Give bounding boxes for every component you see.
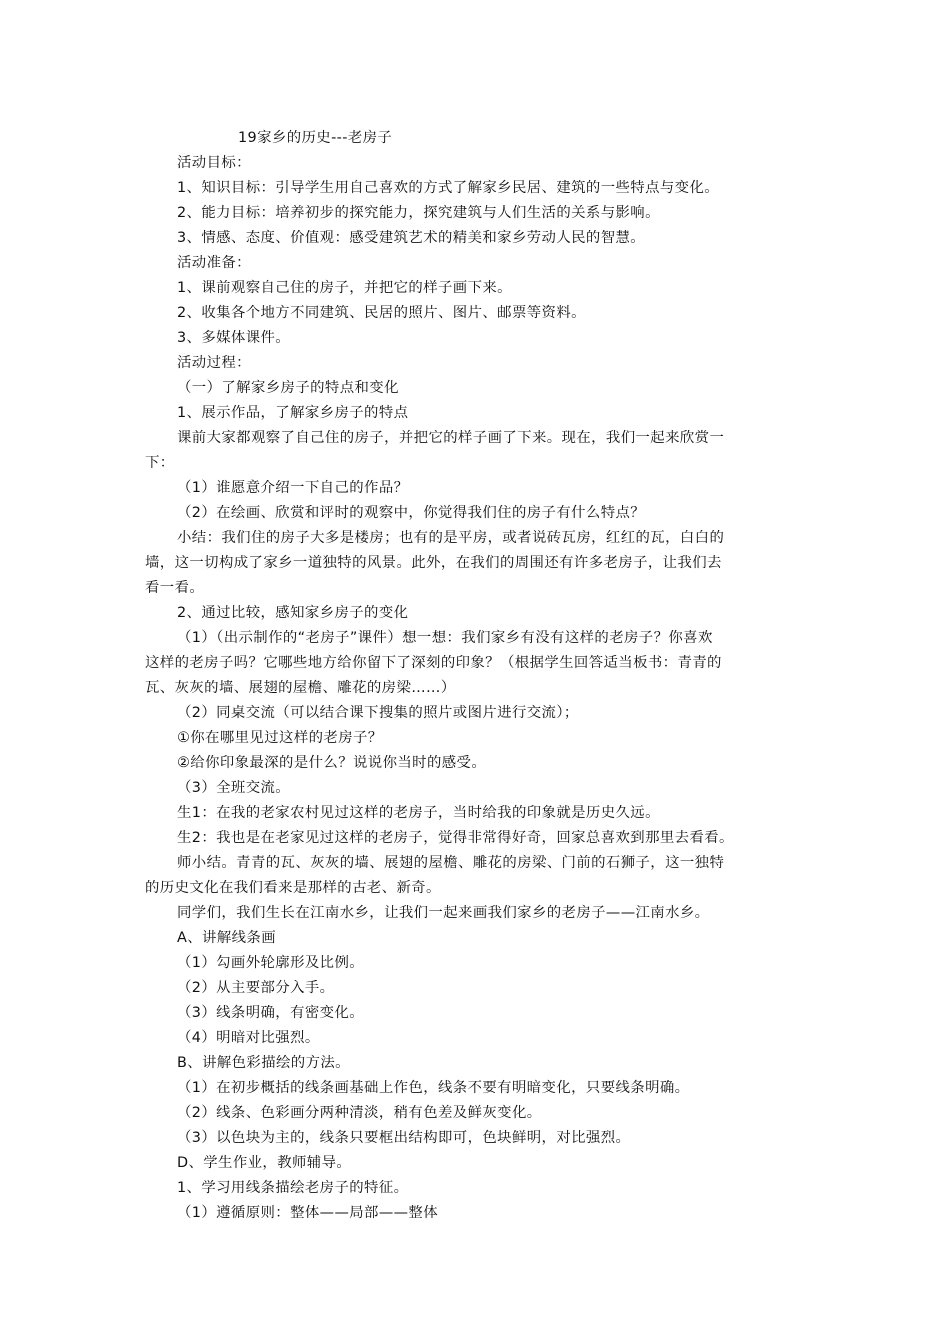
paragraph-line: （1）（出示制作的“老房子”课件）想一想：我们家乡有没有这样的老房子？你喜欢 <box>177 630 713 646</box>
paragraph-line: （2）在绘画、欣赏和评时的观察中，你觉得我们住的房子有什么特点？ <box>177 505 646 521</box>
paragraph-line: 1、展示作品，了解家乡房子的特点 <box>177 405 409 421</box>
paragraph-line: （3）全班交流。 <box>177 780 291 796</box>
paragraph-line: 3、多媒体课件。 <box>177 330 291 346</box>
document-body <box>145 126 809 1226</box>
list-item: （1）勾画外轮廓形及比例。 <box>177 955 365 971</box>
list-item: （4）明暗对比强烈。 <box>177 1030 320 1046</box>
list-item: （1）遵循原则：整体——局部——整体 <box>177 1205 438 1221</box>
section-heading: A、讲解线条画 <box>177 930 276 946</box>
paragraph-line: （1）谁愿意介绍一下自己的作品？ <box>177 480 409 496</box>
paragraph-line: 生1：在我的老家农村见过这样的老房子，当时给我的印象就是历史久远。 <box>177 805 660 821</box>
paragraph-line: 1、知识目标：引导学生用自己喜欢的方式了解家乡民居、建筑的一些特点与变化。 <box>177 180 720 196</box>
paragraph-line: 2、收集各个地方不同建筑、民居的照片、图片、邮票等资料。 <box>177 305 586 321</box>
list-item: （3）以色块为主的，线条只要框出结构即可，色块鲜明，对比强烈。 <box>177 1130 631 1146</box>
list-item: （3）线条明确，有密变化。 <box>177 1005 365 1021</box>
list-item: （2）从主要部分入手。 <box>177 980 335 996</box>
paragraph-line: 2、通过比较，感知家乡房子的变化 <box>177 605 409 621</box>
paragraph-line: 2、能力目标：培养初步的探究能力，探究建筑与人们生活的关系与影响。 <box>177 205 660 221</box>
document-title: 19家乡的历史---老房子 <box>238 130 393 146</box>
paragraph-line: 1、学习用线条描绘老房子的特征。 <box>177 1180 409 1196</box>
section-heading: B、讲解色彩描绘的方法。 <box>177 1055 350 1071</box>
paragraph-line: ②给你印象最深的是什么？说说你当时的感受。 <box>177 755 487 771</box>
paragraph-line: 的历史文化在我们看来是那样的古老、新奇。 <box>145 880 441 896</box>
paragraph-line: 墙，这一切构成了家乡一道独特的风景。此外，在我们的周围还有许多老房子，让我们去 <box>145 555 722 571</box>
section-heading: （一）了解家乡房子的特点和变化 <box>177 380 399 396</box>
paragraph-line: ①你在哪里见过这样的老房子？ <box>177 730 383 746</box>
paragraph-line: 瓦、灰灰的墙、展翅的屋檐、雕花的房梁……） <box>145 680 456 696</box>
heading-activity-preparation: 活动准备： <box>177 255 251 271</box>
paragraph-line: 课前大家都观察了自己住的房子，并把它的样子画了下来。现在，我们一起来欣赏一 <box>177 430 725 446</box>
paragraph-line: 生2：我也是在老家见过这样的老房子，觉得非常得好奇，回家总喜欢到那里去看看。 <box>177 830 734 846</box>
paragraph-line: 师小结。青青的瓦、灰灰的墙、展翅的屋檐、雕花的房梁、门前的石狮子，这一独特 <box>177 855 725 871</box>
list-item: （2）线条、色彩画分两种清淡，稍有色差及鲜灰变化。 <box>177 1105 542 1121</box>
section-heading: D、学生作业，教师辅导。 <box>177 1155 352 1171</box>
paragraph-line: 这样的老房子吗？它哪些地方给你留下了深刻的印象？（根据学生回答适当板书：青青的 <box>145 655 722 671</box>
paragraph-line: 看一看。 <box>145 580 205 596</box>
paragraph-line: 1、课前观察自己住的房子，并把它的样子画下来。 <box>177 280 512 296</box>
paragraph-line: 3、情感、态度、价值观：感受建筑艺术的精美和家乡劳动人民的智慧。 <box>177 230 646 246</box>
paragraph-line: （2）同桌交流（可以结合课下搜集的照片或图片进行交流）； <box>177 705 579 721</box>
list-item: （1）在初步概括的线条画基础上作色，线条不要有明暗变化，只要线条明确。 <box>177 1080 690 1096</box>
paragraph-line: 下： <box>145 455 175 471</box>
heading-activity-process: 活动过程： <box>177 355 251 371</box>
heading-activity-goals: 活动目标： <box>177 155 251 171</box>
paragraph-line: 同学们，我们生长在江南水乡，让我们一起来画我们家乡的老房子——江南水乡。 <box>177 905 710 921</box>
paragraph-line: 小结：我们住的房子大多是楼房；也有的是平房，或者说砖瓦房，红红的瓦，白白的 <box>177 530 725 546</box>
